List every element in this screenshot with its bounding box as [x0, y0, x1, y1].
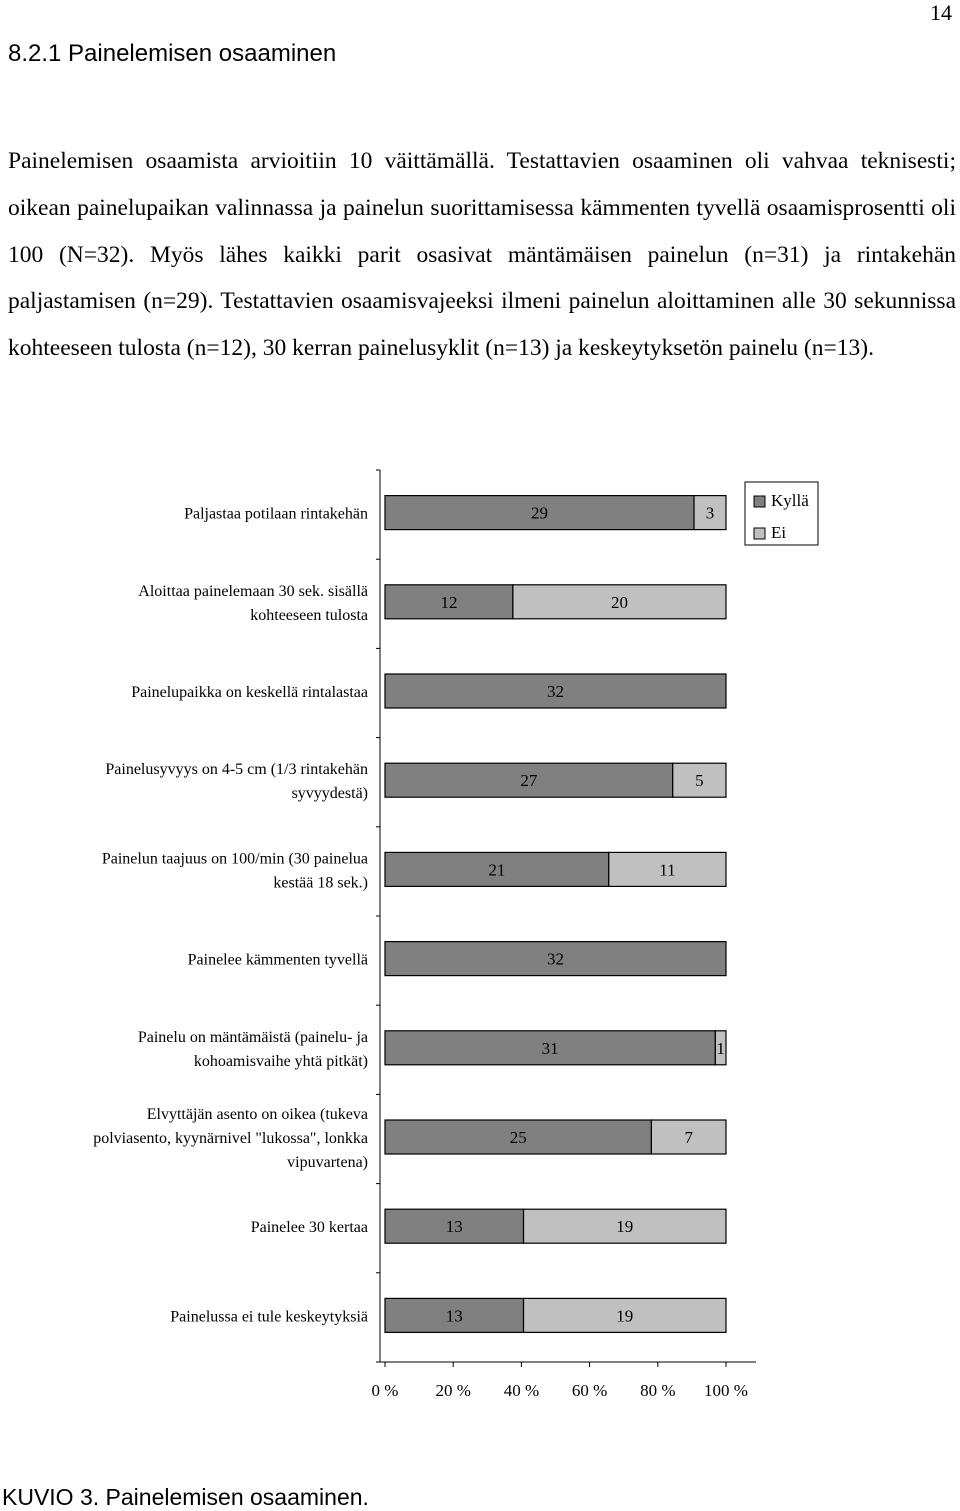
category-label-line: Painelee 30 kertaa: [250, 1219, 368, 1237]
bar-value-label: 29: [531, 503, 549, 523]
legend-swatch-ei: [754, 528, 765, 539]
category-label: [105, 761, 368, 802]
bar-value-label: 1: [716, 1038, 725, 1058]
category-label-line: kestää 18 sek.): [273, 874, 368, 892]
category-label: [251, 1219, 368, 1236]
bar-value-label: 21: [488, 860, 506, 880]
category-label-line: Aloittaa painelemaan 30 sek. sisällä: [138, 582, 368, 600]
category-label: [184, 506, 368, 523]
chart-svg: [0, 460, 960, 1420]
bar-value-label: 11: [659, 860, 676, 880]
page-number: 14: [930, 0, 952, 25]
bar-value-label: 25: [509, 1128, 527, 1147]
bar-value-label: 12: [440, 592, 458, 612]
x-tick-label: 60 %: [571, 1381, 608, 1400]
bar-value-label: 13: [445, 1306, 463, 1326]
bar-value-label: 3: [705, 503, 715, 523]
bar-value-label: 32: [547, 949, 564, 969]
category-label-line: Painelusyvyys on 4-5 cm (1/3 rintakehän: [105, 761, 368, 779]
category-label: [138, 583, 368, 624]
category-label: [170, 1308, 368, 1325]
legend-label: Kyllä: [771, 491, 809, 510]
bar-value-label: 20: [610, 592, 628, 612]
bar-value-label: 5: [695, 771, 704, 791]
legend-swatch-kylla: [754, 496, 765, 507]
bar-value-label: 19: [616, 1306, 634, 1326]
bar-value-label: 13: [445, 1217, 463, 1237]
category-label: [93, 1106, 368, 1171]
category-label-line: kohteeseen tulosta: [250, 606, 368, 624]
category-label-line: vipuvartena): [287, 1154, 368, 1171]
category-label-line: kohoamisvaihe yhtä pitkät): [193, 1052, 368, 1070]
x-tick-label: 0 %: [371, 1381, 399, 1400]
category-label-line: Paljastaa potilaan rintakehän: [184, 505, 368, 523]
category-label-line: Painelussa ei tule keskeytyksiä: [170, 1308, 368, 1326]
bar-value-label: 32: [547, 682, 564, 701]
x-tick-label: 20 %: [435, 1381, 471, 1400]
category-label-line: polviasento, kyynärnivel "lukossa", lonkka: [93, 1130, 368, 1147]
figure-caption: KUVIO 3. Painelemisen osaaminen.: [2, 1484, 369, 1510]
category-label: [138, 1029, 368, 1070]
stacked-bar-chart: [0, 460, 960, 1425]
category-label-line: Painelupaikka on keskellä rintalastaa: [131, 684, 368, 701]
bar-value-label: 31: [541, 1038, 559, 1058]
category-label-line: Painelun taajuus on 100/min (30 painelua: [101, 850, 368, 868]
category-label-line: Elvyttäjän asento on oikea (tukeva: [146, 1106, 368, 1123]
bar-value-label: 19: [616, 1217, 634, 1237]
body-paragraph: Painelemisen osaamista arvioitiin 10 väittämällä. Testattavien osaaminen oli vahvaa teknisesti; oikean painelupaikan valinnassa ja painelun suorittamisessa kämmenten tyvellä osaamisprosentti oli 100 (N=32). Myös lähes kaikki parit osasivat mäntämäisen painelun (n=31) ja rintakehän paljastamisen (n=29). Testattavien osaamisvajeeksi ilmeni painelun aloittaminen alle 30 sekunnissa kohteeseen tulosta (n=12), 30 kerran painelusyklit (n=13) ja keskeytyksetön painelu (n=13).: [8, 148, 956, 362]
bar-value-label: 27: [520, 771, 538, 791]
x-tick-label: 40 %: [503, 1381, 540, 1400]
category-label-line: Painelee kämmenten tyvellä: [187, 951, 368, 969]
x-tick-label: 100 %: [704, 1381, 748, 1400]
category-label: [131, 684, 368, 701]
category-label-line: syvyydestä): [291, 785, 368, 803]
category-label: [188, 952, 368, 969]
category-label-line: Painelu on mäntämäistä (painelu- ja: [137, 1028, 368, 1046]
x-tick-label: 80 %: [640, 1381, 676, 1400]
category-label: [102, 850, 368, 891]
legend-label: Ei: [771, 523, 787, 542]
section-heading: 8.2.1 Painelemisen osaaminen: [8, 40, 337, 67]
bar-value-label: 7: [684, 1128, 693, 1147]
